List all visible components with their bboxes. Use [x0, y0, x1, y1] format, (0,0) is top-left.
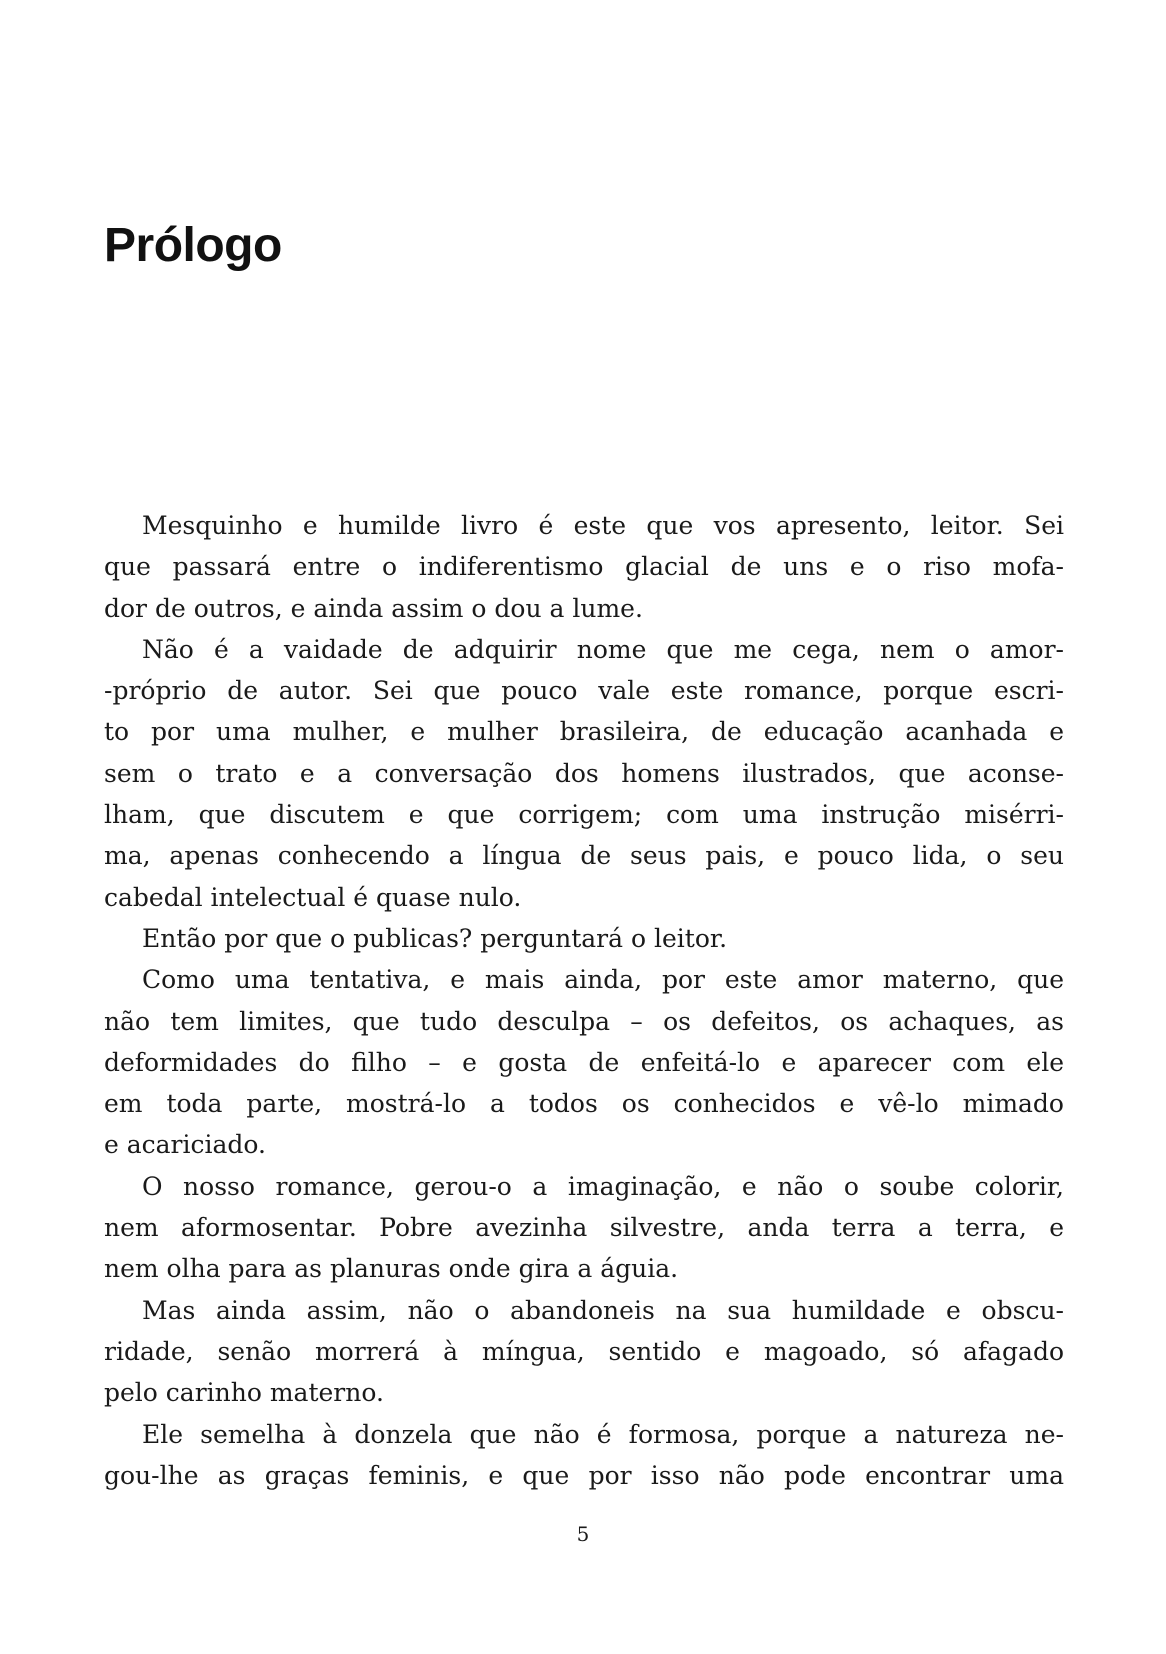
text-line: Então por que o publicas? perguntará o leitor.	[142, 923, 728, 953]
text-line: dor de outros, e ainda assim o dou a lume.	[104, 593, 643, 623]
text-line: não tem limites, que tudo desculpa – os defeitos, os achaques, as	[104, 1006, 1064, 1036]
text-line: sem o trato e a conversação dos homens ilustrados, que aconse-	[104, 758, 1064, 788]
text-line: to por uma mulher, e mulher brasileira, de educação acanhada e	[104, 717, 1064, 747]
text-line: que passará entre o indiferentismo glacial de uns e o riso mofa-	[104, 552, 1064, 582]
text-line: -próprio de autor. Sei que pouco vale este romance, porque escri-	[104, 676, 1064, 706]
text-line: ridade, senão morrerá à míngua, sentido e magoado, só afagado	[104, 1336, 1064, 1366]
text-line: em toda parte, mostrá-lo a todos os conhecidos e vê-lo mimado	[104, 1089, 1064, 1119]
text-line: Ele semelha à donzela que não é formosa, porque a natureza ne-	[142, 1419, 1064, 1449]
text-line: pelo carinho materno.	[104, 1378, 384, 1408]
text-line: O nosso romance, gerou-o a imaginação, e não o soube colorir,	[142, 1171, 1064, 1201]
text-line: deformidades do filho – e gosta de enfeitá-lo e aparecer com ele	[104, 1047, 1064, 1077]
text-line: ma, apenas conhecendo a língua de seus pais, e pouco lida, o seu	[104, 841, 1064, 871]
text-line: Como uma tentativa, e mais ainda, por este amor materno, que	[142, 965, 1064, 995]
text-line: e acariciado.	[104, 1130, 266, 1160]
text-line: Não é a vaidade de adquirir nome que me cega, nem o amor-	[142, 634, 1064, 664]
text-line: gou-lhe as graças feminis, e que por isso não pode encontrar uma	[104, 1460, 1064, 1490]
text-line: nem olha para as planuras onde gira a águia.	[104, 1254, 679, 1284]
text-line: Mas ainda assim, não o abandoneis na sua humildade e obscu-	[142, 1295, 1064, 1325]
text-line: lham, que discutem e que corrigem; com uma instrução misérri-	[104, 800, 1064, 830]
chapter-title: Prólogo	[104, 219, 282, 272]
text-line: cabedal intelectual é quase nulo.	[104, 882, 522, 912]
text-line: nem aformosentar. Pobre avezinha silvestre, anda terra a terra, e	[104, 1213, 1064, 1243]
body-text	[104, 505, 1064, 1496]
text-line: Mesquinho e humilde livro é este que vos apresento, leitor. Sei	[142, 511, 1064, 540]
page-number: 5	[576, 1522, 590, 1546]
